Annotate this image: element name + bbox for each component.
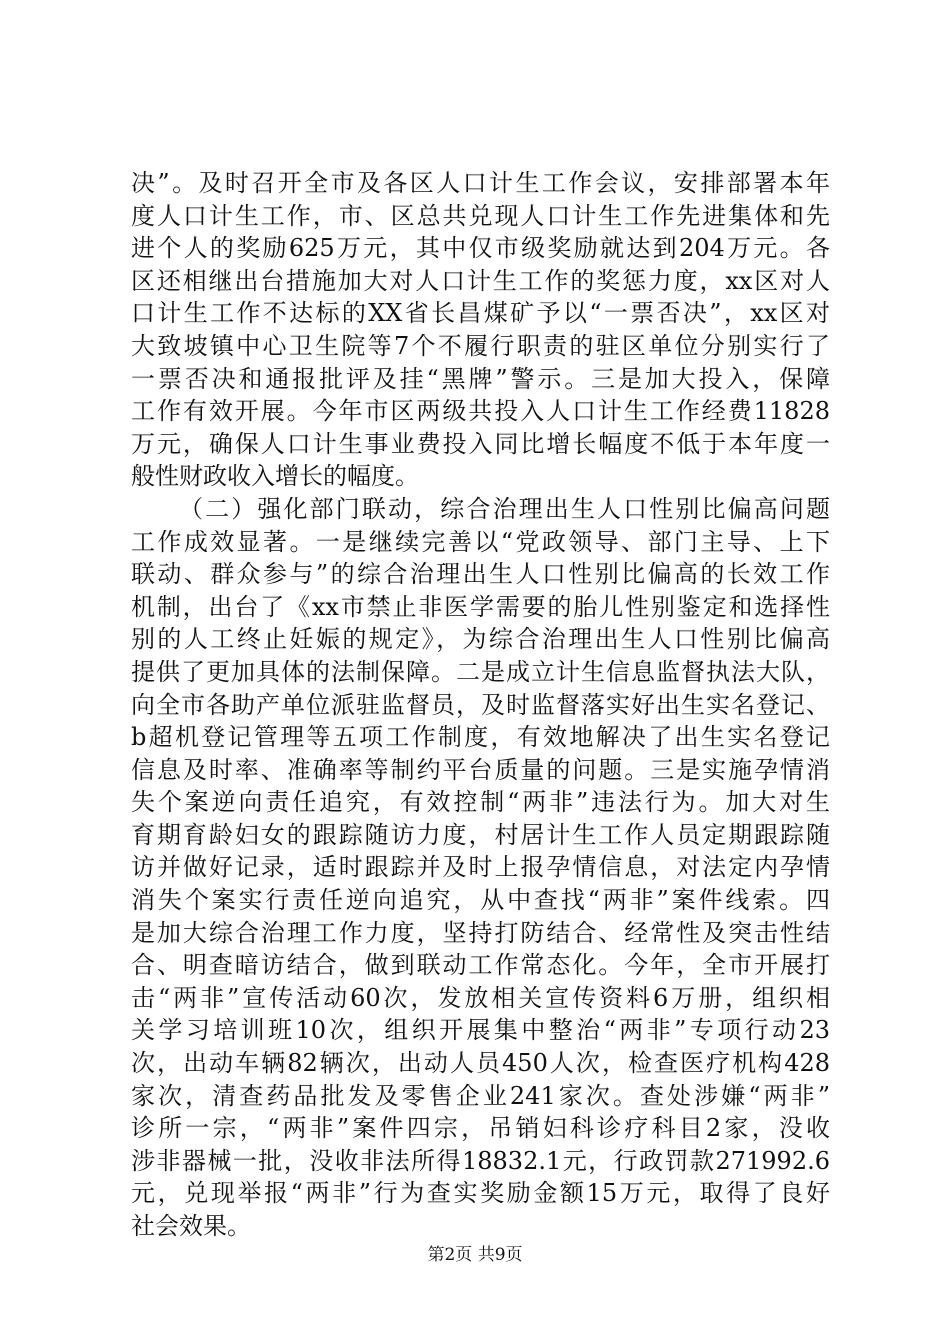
text-line: 社会效果。 <box>131 1212 251 1240</box>
text-line: 别的人工终止妊娠的规定》，为综合治理出生人口性别比偏高 <box>131 625 830 654</box>
text-line: 决”。及时召开全市及各区人口计生工作会议，安排部署本年 <box>131 169 830 197</box>
text-line: 消失个案实行责任逆向追究，从中查找“两非”案件线索。四 <box>131 886 830 915</box>
document-body <box>131 167 830 1243</box>
text-line: 是加大综合治理工作力度，坚持打防结合、经常性及突击性结 <box>131 918 830 947</box>
text-line: 工作有效开展。今年市区两级共投入人口计生工作经费11828 <box>131 397 830 426</box>
text-line: 家次，清查药品批发及零售企业241家次。查处涉嫌“两非” <box>131 1081 830 1110</box>
text-line: 关学习培训班10次，组织开展集中整治“两非”专项行动23 <box>131 1016 830 1045</box>
text-line: 击“两非”宣传活动60次，发放相关宣传资料6万册，组织相 <box>131 983 830 1012</box>
text-line: 提供了更加具体的法制保障。二是成立计生信息监督执法大队， <box>131 657 830 686</box>
text-line: 涉非器械一批，没收非法所得18832.1元，行政罚款271992.6 <box>131 1146 830 1175</box>
text-line: （二）强化部门联动，综合治理出生人口性别比偏高问题 <box>179 494 830 523</box>
text-line: 育期育龄妇女的跟踪随访力度，村居计生工作人员定期跟踪随 <box>131 820 830 849</box>
text-line: 一票否决和通报批评及挂“黑牌”警示。三是加大投入，保障 <box>131 364 830 393</box>
text-line: 区还相继出台措施加大对人口计生工作的奖惩力度，xx区对人 <box>131 266 830 295</box>
text-line: 信息及时率、准确率等制约平台质量的问题。三是实施孕情消 <box>131 755 830 784</box>
text-line: 向全市各助产单位派驻监督员，及时监督落实好出生实名登记、 <box>131 690 830 719</box>
text-line: 失个案逆向责任追究，有效控制“两非”违法行为。加大对生 <box>131 788 830 817</box>
page-footer: 第2页 共9页 <box>427 1245 523 1265</box>
text-line: 联动、群众参与”的综合治理出生人口性别比偏高的长效工作 <box>131 560 830 589</box>
text-line: 进个人的奖励625万元，其中仅市级奖励就达到204万元。各 <box>131 234 830 263</box>
text-line: 访并做好记录，适时跟踪并及时上报孕情信息，对法定内孕情 <box>131 853 830 882</box>
text-line: 口计生工作不达标的XX省长昌煤矿予以“一票否决”，xx区对 <box>131 299 830 328</box>
text-line: 大致坡镇中心卫生院等7个不履行职责的驻区单位分别实行了 <box>131 331 830 360</box>
text-line: 合、明查暗访结合，做到联动工作常态化。今年，全市开展打 <box>131 951 830 980</box>
text-line: 次，出动车辆82辆次，出动人员450人次，检查医疗机构428 <box>131 1049 830 1078</box>
text-line: 般性财政收入增长的幅度。 <box>131 462 419 491</box>
text-line: 万元，确保人口计生事业费投入同比增长幅度不低于本年度一 <box>131 429 830 458</box>
text-line: 工作成效显著。一是继续完善以“党政领导、部门主导、上下 <box>131 527 830 556</box>
text-line: 诊所一宗，“两非”案件四宗，吊销妇科诊疗科目2家，没收 <box>131 1114 830 1143</box>
text-line: 机制，出台了《xx市禁止非医学需要的胎儿性别鉴定和选择性 <box>131 592 830 621</box>
text-line: b超机登记管理等五项工作制度，有效地解决了出生实名登记 <box>131 723 830 752</box>
text-line: 度人口计生工作，市、区总共兑现人口计生工作先进集体和先 <box>131 201 830 230</box>
text-line: 元，兑现举报“两非”行为查实奖励金额15万元，取得了良好 <box>131 1179 830 1208</box>
